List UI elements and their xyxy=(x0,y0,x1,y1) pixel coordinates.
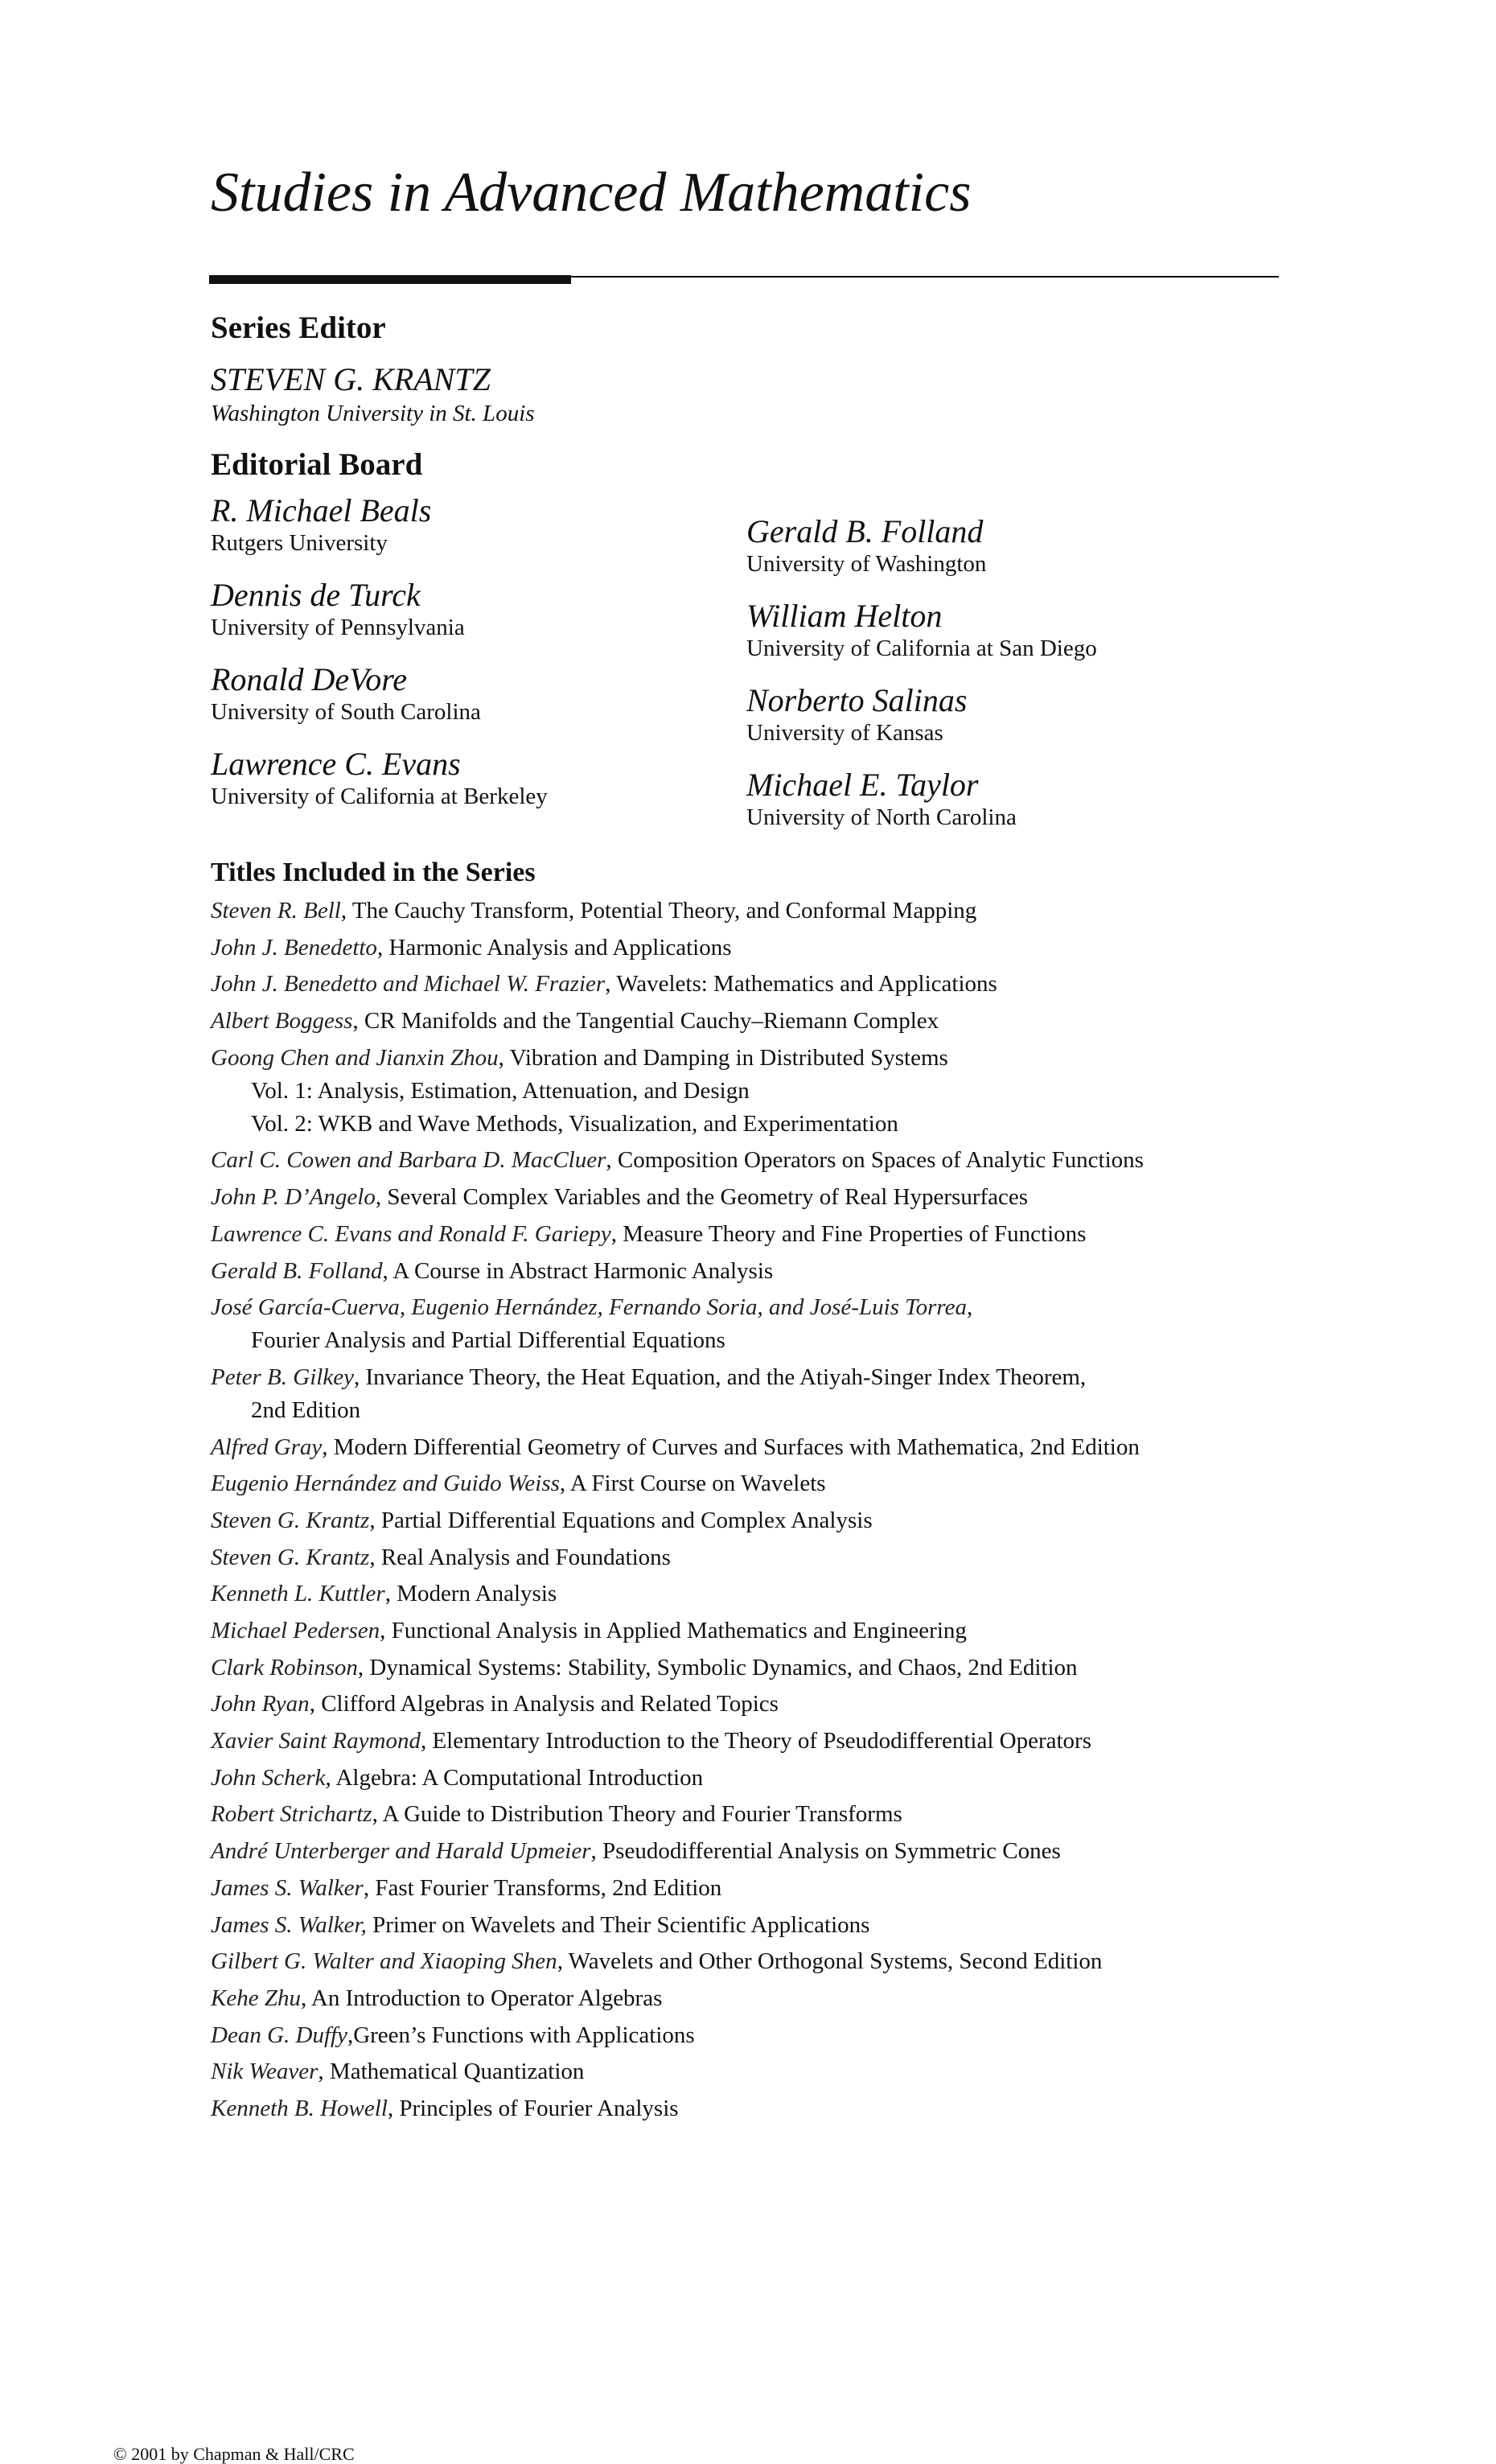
board-member-name: Gerald B. Folland xyxy=(746,513,984,549)
title-authors: John P. D’Angelo xyxy=(211,1184,376,1211)
title-authors: Carl C. Cowen and Barbara D. MacCluer xyxy=(211,1147,606,1174)
title-separator: , xyxy=(369,1507,381,1533)
title-separator: , xyxy=(559,1471,570,1497)
title-authors: Kehe Zhu xyxy=(211,1985,301,2011)
title-separator: , xyxy=(322,1434,334,1460)
book-title: The Cauchy Transform, Potential Theory, and Conformal Mapping xyxy=(351,898,977,923)
book-title: Wavelets: Mathematics and Applications xyxy=(616,971,997,998)
board-member-name: Michael E. Taylor xyxy=(746,767,979,803)
title-separator: , xyxy=(353,1364,366,1390)
title-authors: Gerald B. Folland xyxy=(211,1257,383,1284)
title-entry xyxy=(211,932,1288,965)
title-separator: , xyxy=(347,2022,354,2048)
series-editor-affiliation: Washington University in St. Louis xyxy=(211,401,535,426)
book-title: Clifford Algebras in Analysis and Related Topics xyxy=(321,1691,779,1717)
title-authors: Peter B. Gilkey xyxy=(211,1364,354,1390)
title-separator: , xyxy=(325,1764,336,1791)
book-title: Vibration and Damping in Distributed Systems xyxy=(509,1044,948,1071)
title-authors: Gilbert G. Walter and Xiaoping Shen xyxy=(211,1948,557,1975)
title-authors: Steven G. Krantz xyxy=(211,1507,370,1533)
title-authors: John J. Benedetto and Michael W. Frazier xyxy=(211,971,606,998)
title-entry xyxy=(211,2092,1288,2125)
title-entry xyxy=(211,1181,1288,1214)
title-authors: James S. Walker xyxy=(211,1874,364,1901)
title-separator: , xyxy=(376,934,389,961)
book-title: Several Complex Variables and the Geometry of Real Hypersurfaces xyxy=(387,1184,1029,1211)
board-member xyxy=(211,746,725,810)
title-authors: Nik Weaver xyxy=(211,2059,319,2085)
book-title: Invariance Theory, the Heat Equation, and the Atiyah-Singer Index Theorem, xyxy=(365,1364,1087,1390)
book-title: A Guide to Distribution Theory and Fourier Transforms xyxy=(382,1801,902,1828)
book-title: A First Course on Wavelets xyxy=(569,1471,826,1497)
book-title: A Course in Abstract Harmonic Analysis xyxy=(392,1257,774,1284)
book-title: Green’s Functions with Applications xyxy=(353,2022,695,2048)
title-separator: , xyxy=(498,1044,510,1071)
board-member-affiliation: Rutgers University xyxy=(211,530,388,556)
board-member-affiliation: University of South Carolina xyxy=(211,699,481,725)
title-entry xyxy=(211,895,1288,928)
title-entry xyxy=(211,1504,1288,1537)
book-title: Algebra: A Computational Introduction xyxy=(335,1764,704,1791)
title-entry xyxy=(211,1982,1288,2015)
title-separator: , xyxy=(384,1581,397,1607)
title-authors: Kenneth L. Kuttler xyxy=(211,1581,385,1607)
title-entry xyxy=(211,1909,1288,1942)
board-member-name: Lawrence C. Evans xyxy=(211,746,461,782)
title-separator: , xyxy=(967,1294,973,1321)
book-title: Elementary Introduction to the Theory of Pseudodifferential Operators xyxy=(432,1728,1092,1754)
board-member xyxy=(746,767,1261,831)
title-separator: , xyxy=(363,1874,376,1901)
title-separator: , xyxy=(590,1838,603,1865)
book-title: Harmonic Analysis and Applications xyxy=(388,934,732,961)
title-authors: Robert Strichartz xyxy=(211,1801,372,1828)
board-member-affiliation: University of California at Berkeley xyxy=(211,784,548,809)
book-title: CR Manifolds and the Tangential Cauchy–Riemann Complex xyxy=(364,1008,939,1035)
title-entry xyxy=(211,1872,1288,1905)
book-title: Modern Analysis xyxy=(397,1581,557,1607)
title-separator: , xyxy=(357,1654,370,1680)
title-entry xyxy=(211,1615,1288,1647)
title-separator: , xyxy=(300,1985,311,2011)
board-member-name: R. Michael Beals xyxy=(211,492,432,529)
title-authors: José García-Cuerva, Eugenio Hernández, Fernando Soria, and José-Luis Torrea xyxy=(211,1294,967,1321)
title-separator: , xyxy=(382,1257,393,1284)
title-authors: Goong Chen and Jianxin Zhou xyxy=(211,1044,499,1071)
title-continuation: Vol. 1: Analysis, Estimation, Attenuation, and Design xyxy=(251,1077,750,1104)
title-entry xyxy=(211,1005,1288,1038)
board-member xyxy=(746,598,1261,662)
titles-heading: Titles Included in the Series xyxy=(211,858,536,887)
board-member xyxy=(211,492,725,557)
title-authors: Steven R. Bell xyxy=(211,898,341,923)
title-entry xyxy=(211,1945,1288,1978)
title-separator: , xyxy=(372,1801,383,1828)
title-separator: , xyxy=(420,1728,433,1754)
book-title: Modern Differential Geometry of Curves and Surfaces with Mathematica, 2nd Edition xyxy=(333,1434,1140,1460)
title-entry xyxy=(211,1762,1288,1795)
title-separator: , xyxy=(309,1691,322,1717)
title-entry xyxy=(211,1798,1288,1831)
board-member-affiliation: University of California at San Diego xyxy=(746,636,1097,661)
title-authors: Lawrence C. Evans and Ronald F. Gariepy xyxy=(211,1220,611,1247)
title-authors: Clark Robinson xyxy=(211,1654,358,1680)
title-entry xyxy=(211,1144,1288,1177)
book-title: An Introduction to Operator Algebras xyxy=(310,1985,663,2011)
editorial-board-heading: Editorial Board xyxy=(211,447,423,482)
book-title: Dynamical Systems: Stability, Symbolic Dynamics, and Chaos, 2nd Edition xyxy=(369,1654,1078,1680)
book-title: Partial Differential Equations and Complex Analysis xyxy=(380,1507,873,1533)
title-authors: James S. Walker, xyxy=(211,1911,367,1938)
title-separator: , xyxy=(352,1008,364,1035)
title-entry xyxy=(211,1835,1288,1868)
title-separator: , xyxy=(318,2059,330,2085)
board-member xyxy=(746,682,1261,747)
board-member-affiliation: University of North Carolina xyxy=(746,804,1017,830)
title-authors: John Ryan xyxy=(211,1691,310,1717)
title-separator: , xyxy=(380,1618,392,1643)
book-title: Measure Theory and Fine Properties of Functions xyxy=(623,1220,1087,1247)
title-authors: Dean G. Duffy xyxy=(211,2022,347,2048)
titles-list xyxy=(211,895,1288,2129)
title-entry xyxy=(211,1688,1288,1721)
board-member xyxy=(211,661,725,726)
title-rule-thick xyxy=(209,275,571,284)
title-authors: Albert Boggess xyxy=(211,1008,353,1035)
series-editor-heading: Series Editor xyxy=(211,311,386,345)
book-title: Pseudodifferential Analysis on Symmetric Cones xyxy=(602,1838,1061,1865)
title-separator: , xyxy=(375,1184,388,1211)
title-entry xyxy=(211,1042,1288,1141)
copyright-notice: © 2001 by Chapman & Hall/CRC xyxy=(113,2444,355,2464)
title-separator: , xyxy=(369,1544,381,1570)
series-title: Studies in Advanced Mathematics xyxy=(211,162,972,224)
title-entry xyxy=(211,2055,1288,2088)
title-entry xyxy=(211,1431,1288,1464)
board-member-affiliation: University of Pennsylvania xyxy=(211,615,465,640)
board-member-name: William Helton xyxy=(746,598,943,634)
book-title: Primer on Wavelets and Their Scientific Applications xyxy=(372,1911,870,1938)
book-title: Principles of Fourier Analysis xyxy=(399,2095,679,2121)
title-separator: , xyxy=(605,971,617,998)
series-editor-name: STEVEN G. KRANTZ xyxy=(211,361,491,397)
board-member-affiliation: University of Kansas xyxy=(746,720,943,746)
title-authors: Kenneth B. Howell xyxy=(211,2095,388,2121)
title-entry xyxy=(211,1291,1288,1357)
title-entry xyxy=(211,2019,1288,2052)
book-title: Wavelets and Other Orthogonal Systems, Second Edition xyxy=(568,1948,1103,1975)
title-entry xyxy=(211,968,1288,1001)
book-title: Fast Fourier Transforms, 2nd Edition xyxy=(375,1874,722,1901)
book-title: Composition Operators on Spaces of Analytic Functions xyxy=(617,1147,1144,1174)
title-entry xyxy=(211,1652,1288,1684)
title-separator: , xyxy=(610,1220,623,1247)
title-separator: , xyxy=(387,2095,400,2121)
book-title: Functional Analysis in Applied Mathematics and Engineering xyxy=(391,1618,967,1643)
title-continuation: Fourier Analysis and Partial Differential Equations xyxy=(251,1327,725,1354)
title-authors: André Unterberger and Harald Upmeier xyxy=(211,1838,591,1865)
title-entry xyxy=(211,1541,1288,1574)
board-member-name: Norberto Salinas xyxy=(746,682,968,718)
title-separator xyxy=(367,1912,372,1938)
title-continuation: Vol. 2: WKB and Wave Methods, Visualization, and Experimentation xyxy=(251,1110,898,1137)
title-authors: John Scherk xyxy=(211,1764,326,1791)
title-entry xyxy=(211,1218,1288,1251)
title-authors: Alfred Gray xyxy=(211,1434,323,1460)
title-authors: John J. Benedetto xyxy=(211,934,377,961)
title-entry xyxy=(211,1361,1288,1427)
title-authors: Eugenio Hernández and Guido Weiss xyxy=(211,1471,560,1497)
title-entry xyxy=(211,1578,1288,1610)
title-continuation: 2nd Edition xyxy=(251,1397,361,1423)
title-entry xyxy=(211,1255,1288,1288)
title-authors: Xavier Saint Raymond xyxy=(211,1728,421,1754)
board-member-name: Dennis de Turck xyxy=(211,577,421,613)
board-member-affiliation: University of Washington xyxy=(746,551,987,577)
title-entry xyxy=(211,1725,1288,1758)
board-member xyxy=(211,577,725,641)
title-separator: , xyxy=(606,1147,618,1174)
book-title: Real Analysis and Foundations xyxy=(380,1544,671,1570)
title-authors: Steven G. Krantz xyxy=(211,1544,370,1570)
title-entry xyxy=(211,1467,1288,1500)
title-authors: Michael Pedersen xyxy=(211,1618,380,1643)
book-title: Mathematical Quantization xyxy=(329,2059,585,2085)
title-separator: , xyxy=(340,898,352,923)
title-separator: , xyxy=(557,1948,569,1975)
board-member-name: Ronald DeVore xyxy=(211,661,408,697)
board-member xyxy=(746,513,1261,578)
